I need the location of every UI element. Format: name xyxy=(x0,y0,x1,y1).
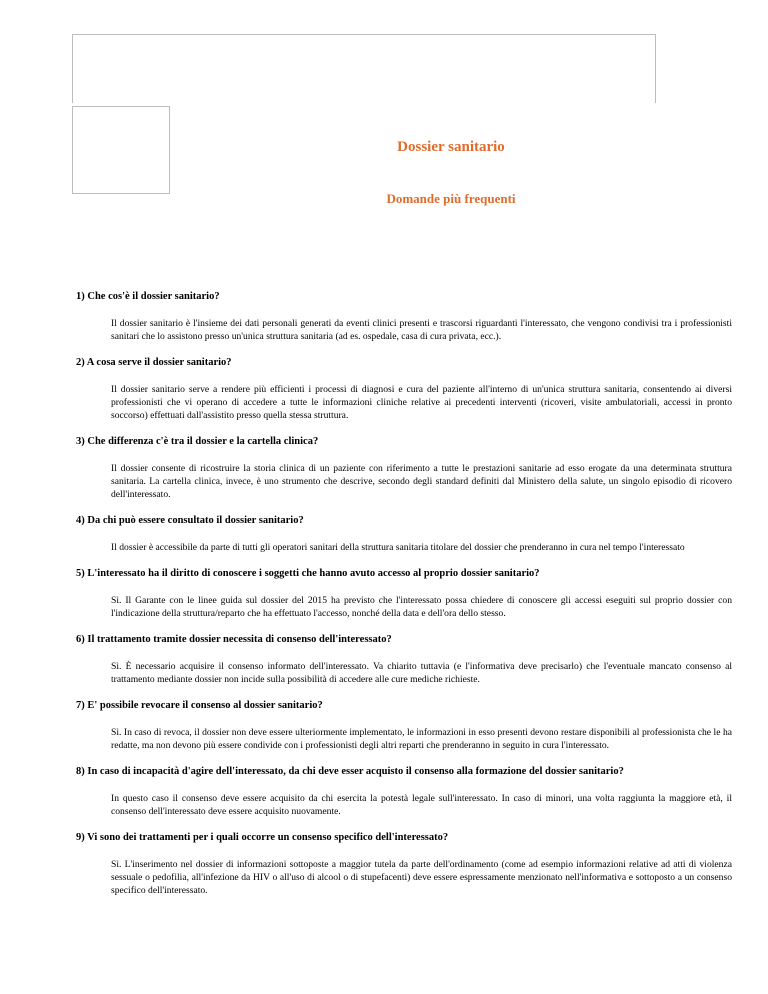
faq-item xyxy=(76,356,732,422)
faq-question: 8) In caso di incapacità d'agire dell'interessato, da chi deve esser acquisto il consenso alla formazione del dossier sanitario? xyxy=(76,766,624,777)
faq-list xyxy=(76,290,732,910)
faq-item xyxy=(76,831,732,897)
faq-answer: Il dossier sanitario è l'insieme dei dati personali generati da eventi clinici presenti e trascorsi riguardanti l'interessato, che vengono condivisi tra i professionisti sanitari che lo assistono presso un'unica struttura sanitaria (ad es. ospedale, casa di cura privata, ecc.). xyxy=(111,318,732,342)
faq-question: 9) Vi sono dei trattamenti per i quali occorre un consenso specifico dell'interessato? xyxy=(76,832,449,843)
faq-answer: In questo caso il consenso deve essere acquisito da chi esercita la potestà legale sull'interessato. In caso di minori, una volta raggiunta la maggiore età, il consenso dell'interessato deve essere acquisito nuovamente. xyxy=(111,793,732,817)
faq-item xyxy=(76,435,732,501)
faq-answer: Sì. È necessario acquisire il consenso informato dell'interessato. Va chiarito tuttavia (e l'informativa deve precisarlo) che l'eventuale mancato consenso al trattamento mediante dossier non incide sulla possibilità di accedere alle cure mediche richieste. xyxy=(111,661,732,685)
page-subtitle: Domande più frequenti xyxy=(386,191,516,206)
faq-answer: Il dossier è accessibile da parte di tutti gli operatori sanitari della struttura sanitaria titolare del dossier che prenderanno in cura nel tempo l'interessato xyxy=(111,542,685,553)
faq-question: 6) Il trattamento tramite dossier necessita di consenso dell'interessato? xyxy=(76,634,392,645)
faq-item xyxy=(76,765,732,818)
faq-item xyxy=(76,633,732,686)
faq-answer: Sì. Il Garante con le linee guida sul dossier del 2015 ha previsto che l'interessato possa chiedere di conoscere gli accessi eseguiti sul proprio dossier con l'indicazione della struttura/reparto che ha effettuato l'accesso, nonché della data e dell'ora dello stesso. xyxy=(111,595,732,619)
faq-question: 2) A cosa serve il dossier sanitario? xyxy=(76,357,232,368)
header-frame xyxy=(72,34,656,103)
faq-item xyxy=(76,567,732,620)
faq-question: 3) Che differenza c'è tra il dossier e la cartella clinica? xyxy=(76,436,319,447)
faq-item xyxy=(76,290,732,343)
faq-answer: Il dossier sanitario serve a rendere più efficienti i processi di diagnosi e cura del paziente all'interno di un'unica struttura sanitaria, consentendo ai diversi professionisti che vi operano di accedere a tutte le informazioni cliniche relative ai precedenti interventi (ricoveri, visite ambulatoriali, accessi in pronto soccorso) effettuati dall'assistito presso quella stessa struttura. xyxy=(111,384,732,421)
faq-item xyxy=(76,699,732,752)
faq-item xyxy=(76,514,732,554)
faq-question: 4) Da chi può essere consultato il dossier sanitario? xyxy=(76,515,304,526)
faq-answer: Sì. L'inserimento nel dossier di informazioni sottoposte a maggior tutela da parte dell'ordinamento (come ad esempio informazioni relative ad atti di violenza sessuale o pedofilia, all'infezione da HIV o all'uso di alcool o di stupefacenti) deve essere espressamente menzionato nell'informativa e sottoposto a un consenso specifico dell'interessato. xyxy=(111,859,732,896)
faq-question: 5) L'interessato ha il diritto di conoscere i soggetti che hanno avuto accesso al proprio dossier sanitario? xyxy=(76,568,540,579)
faq-question: 7) E' possibile revocare il consenso al dossier sanitario? xyxy=(76,700,323,711)
faq-question: 1) Che cos'è il dossier sanitario? xyxy=(76,291,220,302)
faq-answer: Il dossier consente di ricostruire la storia clinica di un paziente con riferimento a tutte le prestazioni sanitarie ad esso erogate da una determinata struttura sanitaria. La cartella clinica, invece, è uno strumento che descrive, secondo degli standard definiti dal Ministero della salute, un singolo episodio di ricovero dell'interessato. xyxy=(111,463,732,500)
page-title: Dossier sanitario xyxy=(397,139,505,155)
faq-answer: Sì. In caso di revoca, il dossier non deve essere ulteriormente implementato, le informazioni in esso presenti devono restare disponibili al professionista che le ha redatte, ma non devono più essere condivide con i professionisti degli altri reparti che prenderanno in seguito in cura l'interessato. xyxy=(111,727,732,751)
